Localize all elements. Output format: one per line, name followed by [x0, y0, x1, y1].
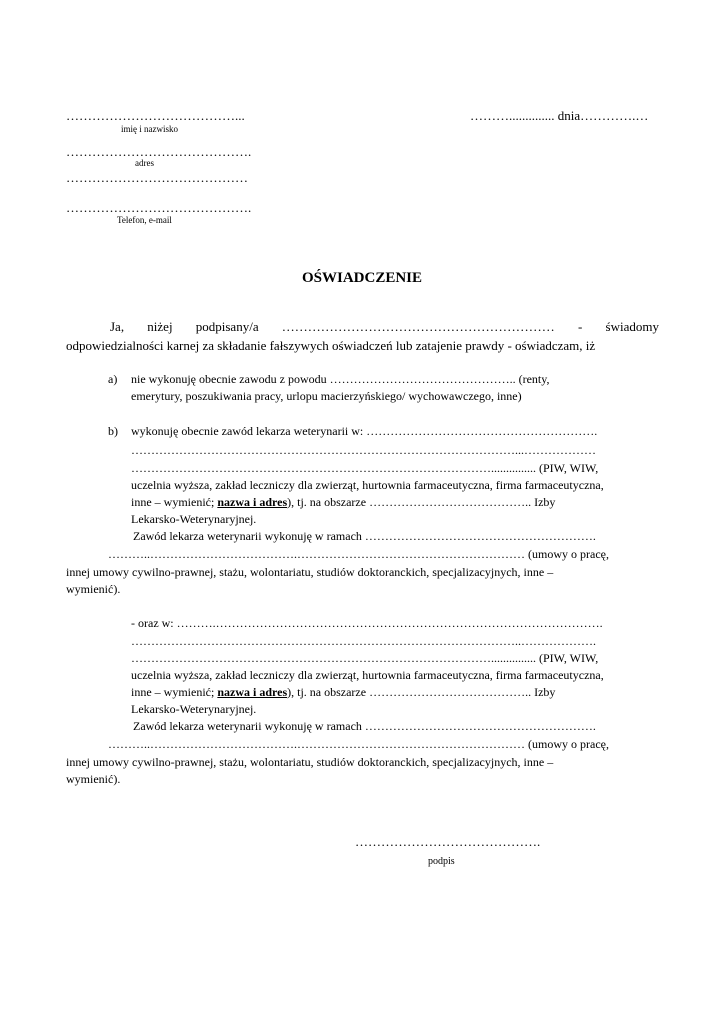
item-c-name-address: nazwa i adres: [217, 685, 288, 699]
item-b-line-3: ………………………………………………………………………………............... (PIW, WIW,: [131, 461, 599, 475]
date-suffix: ………….…: [580, 108, 649, 123]
item-c-line-9: innej umowy cywilno-prawnej, stażu, wolontariatu, studiów doktoranckich, specjalizacyjnych, inne –: [66, 755, 554, 769]
item-b-line-2: ……………………………………………………………………………………...………………: [131, 443, 596, 457]
item-b-line-5: [131, 493, 555, 511]
item-b-line-8: ………..……………………………….………………………………………………… (umowy o pracę,: [108, 547, 609, 561]
item-b-line-5-a: inne – wymienić;: [131, 495, 215, 509]
item-b-line-4: uczelnia wyższa, zakład leczniczy dla zwierząt, hurtownia farmaceutyczna, firma farmaceutyczna,: [131, 478, 604, 492]
intro-line-1: [110, 317, 659, 336]
intro-word: -: [578, 319, 583, 334]
item-c-line-5: [131, 683, 555, 701]
signature-field-dots[interactable]: …………………………………….: [355, 834, 541, 849]
phone-field-dots[interactable]: …………………………………….: [66, 200, 252, 215]
intro-name-dots[interactable]: ………………………………………………………: [281, 319, 555, 334]
intro-word: niżej: [147, 319, 173, 334]
date-field[interactable]: [470, 108, 648, 124]
item-b-line-6: Lekarsko-Weterynaryjnej.: [131, 512, 257, 526]
item-b-line-7: Zawód lekarza weterynarii wykonuję w ramach ………………………………………………….: [133, 529, 596, 543]
item-b-marker: b): [108, 424, 118, 438]
item-a-marker: a): [108, 372, 118, 386]
item-b-line-10: wymienić).: [66, 582, 121, 596]
item-a-line-2: emerytury, poszukiwania pracy, urlopu macierzyńskiego/ wychowawczego, inne): [131, 389, 522, 403]
name-label: imię i nazwisko: [121, 124, 178, 134]
item-c-line-3: ………………………………………………………………………………............... (PIW, WIW,: [131, 651, 599, 665]
item-c-line-8: ………..……………………………….………………………………………………… (umowy o pracę,: [108, 737, 609, 751]
item-c-line-1: - oraz w: ……….…………………………………………………………………………………….: [131, 616, 603, 630]
signature-label: podpis: [428, 856, 455, 867]
page-title: OŚWIADCZENIE: [301, 270, 423, 286]
address-field-dots[interactable]: …………………………………….: [66, 144, 252, 159]
phone-label: Telefon, e-mail: [117, 215, 172, 225]
date-prefix: ……….............. dnia: [470, 108, 581, 123]
address-field-dots-2[interactable]: ……………………………………: [66, 170, 248, 185]
item-b-line-1: wykonuję obecnie zawód lekarza weterynarii w: ………………………………………………….: [131, 424, 598, 438]
item-c-line-6: Lekarsko-Weterynaryjnej.: [131, 702, 257, 716]
intro-word: Ja,: [110, 319, 125, 334]
item-a-line-1: nie wykonuję obecnie zawodu z powodu ……………………………………….. (renty,: [131, 372, 550, 386]
item-c-line-5-a: inne – wymienić;: [131, 685, 215, 699]
item-b-line-5-b: ), tj. na obszarze ………………………………….. Izby: [287, 495, 556, 509]
item-b-name-address: nazwa i adres: [217, 495, 288, 509]
item-c-line-7: Zawód lekarza weterynarii wykonuję w ramach ………………………………………………….: [133, 719, 596, 733]
name-field-dots[interactable]: …………………………………...: [66, 108, 245, 123]
item-c-line-2: ……………………………………………………………………………………..……………….: [131, 634, 596, 648]
item-c-line-10: wymienić).: [66, 772, 121, 786]
item-b-line-9: innej umowy cywilno-prawnej, stażu, wolontariatu, studiów doktoranckich, specjalizacyjnych, inne –: [66, 565, 554, 579]
intro-word: świadomy: [605, 319, 659, 334]
address-label: adres: [135, 158, 154, 168]
intro-word: podpisany/a: [195, 319, 259, 334]
intro-line-2: odpowiedzialności karnej za składanie fałszywych oświadczeń lub zatajenie prawdy - oświadczam, iż: [66, 338, 596, 353]
item-c-line-4: uczelnia wyższa, zakład leczniczy dla zwierząt, hurtownia farmaceutyczna, firma farmaceutyczna,: [131, 668, 604, 682]
item-c-line-5-b: ), tj. na obszarze ………………………………….. Izby: [287, 685, 556, 699]
